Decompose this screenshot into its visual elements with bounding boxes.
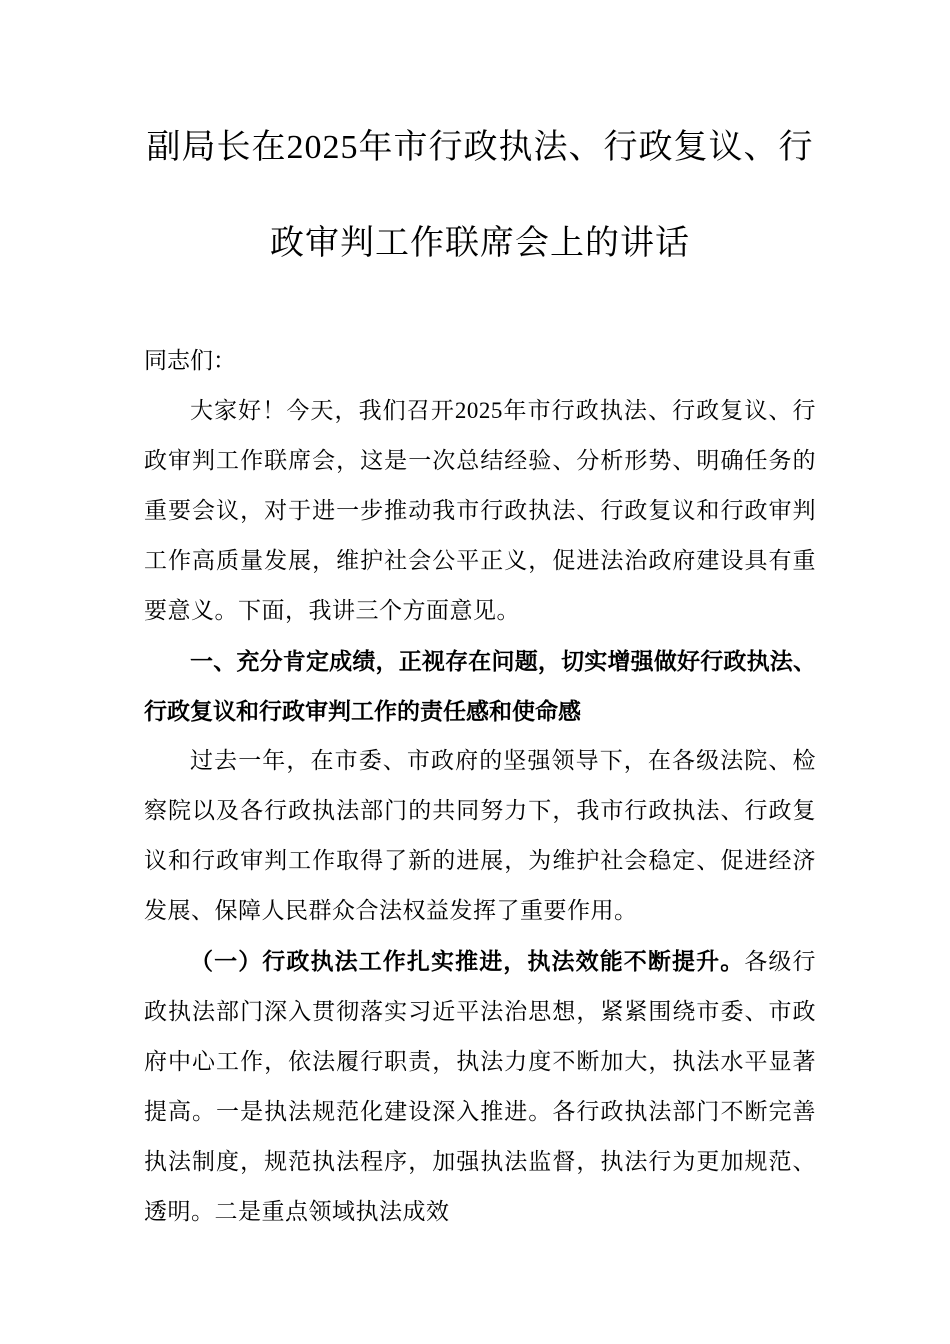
- salutation: 同志们：: [144, 348, 236, 373]
- subsection-1-lead-bold: （一）行政执法工作扎实推进，执法效能不断提升。: [190, 948, 745, 974]
- document-title: 副局长在2025年市行政执法、行政复议、行政审判工作联席会上的讲话: [146, 129, 814, 262]
- paragraph-intro: 大家好！今天，我们召开2025年市行政执法、行政复议、行政审判工作联席会，这是一次总结经验、分析形势、明确任务的重要会议，对于进一步推动我市行政执法、行政复议和行政审判工作高质量发展，维护社会公平正义，促进法治政府建设具有重要意义。下面，我讲三个方面意见。: [144, 398, 816, 623]
- section-1-heading: 一、充分肯定成绩，正视存在问题，切实增强做好行政执法、行政复议和行政审判工作的责任感和使命感: [144, 648, 816, 724]
- subsection-1-paragraph: [144, 936, 816, 1237]
- subsection-1-body-text: 各级行政执法部门深入贯彻落实习近平法治思想，紧紧围绕市委、市政府中心工作，依法履行职责，执法力度不断加大，执法水平显著提高。一是执法规范化建设深入推进。各行政执法部门不断完善执法制度，规范执法程序，加强执法监督，执法行为更加规范、透明。二是重点领域执法成效: [144, 949, 817, 1224]
- section-1-paragraph: 过去一年，在市委、市政府的坚强领导下，在各级法院、检察院以及各行政执法部门的共同努力下，我市行政执法、行政复议和行政审判工作取得了新的进展，为维护社会稳定、促进经济发展、保障人民群众合法权益发挥了重要作用。: [144, 748, 816, 923]
